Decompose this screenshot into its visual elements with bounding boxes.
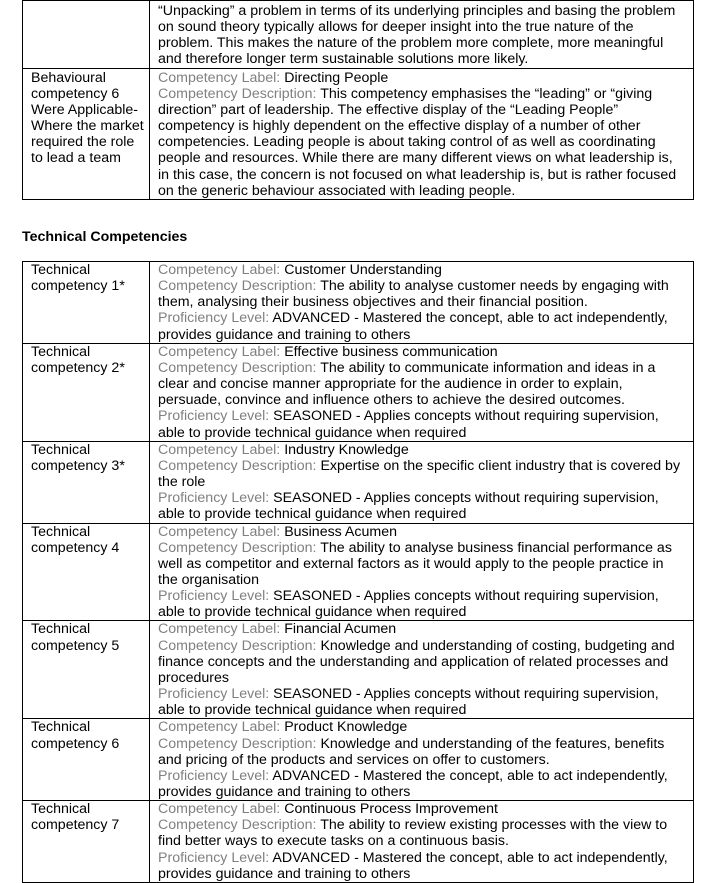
competency-label-caption: Competency Label: [158,523,281,540]
competency-label-value: Continuous Process Improvement [284,801,498,818]
competency-description-caption: Competency Description: [158,735,317,752]
competency-detail-cell [150,343,694,441]
competency-description-caption: Competency Description: [158,457,317,474]
competency-description-value: Knowledge and understanding of the features, benefits and pricing of the products and services on offer to customers. [158,735,665,768]
competency-label-caption: Competency Label: [158,262,281,278]
competency-name-cell [23,262,150,344]
competency-name-cell [23,343,150,441]
competency-description-caption: Competency Description: [158,539,317,556]
competency-detail-cell [150,621,694,719]
competency-description-value: Expertise on the specific client industry that is covered by the role [158,457,681,491]
competency-label-caption: Competency Label: [158,621,281,638]
competency-description-caption: Competency Description: [158,278,317,295]
competency-description-value: The ability to analyse business financial performance as well as competitor and external factors as it would apply to the people practice in the organisation [158,539,672,588]
competency-name: Technical competency 2* [31,343,125,376]
competency-label-value: Effective business communication [284,343,498,360]
table-row [23,441,694,523]
competency-label-value: Customer Understanding [284,262,442,278]
competency-description-value: This competency emphasises the “leading” or “giving direction” part of leadership. The effective display of the “Leading People” competency is highly dependent on the effective display of a number of other competencies. Leading people is about taking control of as well as coordinating people and resources. While there are many different views on what leadership is, in this case, the concern is not focused on what leadership is, but is rather focused on the generic behaviour associated with leading people. [158,85,677,199]
proficiency-level-value: SEASONED - Applies concepts without requiring supervision, able to provide technical guidance when required [158,490,659,523]
competency-detail-cell [150,68,694,199]
empty-name-cell [23,1,150,69]
proficiency-level-caption: Proficiency Level: [158,767,270,784]
table-row [23,343,694,441]
competency-name: Behavioural competency 6 Were Applicable- Where the market required the role to lead a team [31,69,144,167]
competency-name: Technical competency 4 [31,523,120,556]
competency-name-cell [23,68,150,199]
continuation-text: “Unpacking” a problem in terms of its underlying principles and basing the problem on sound theory typically allows for deeper insight into the true nature of the problem. This makes the nature of the problem more complete, more meaningful and therefore longer term sustainable solutions more likely. [158,3,676,68]
proficiency-level-value: SEASONED - Applies concepts without requiring supervision, able to provide technical guidance when required [158,408,659,441]
description-cell [150,1,694,69]
competency-label-value: Product Knowledge [284,719,408,736]
proficiency-level-caption: Proficiency Level: [158,490,270,507]
competency-label-caption: Competency Label: [158,801,281,818]
proficiency-level-caption: Proficiency Level: [158,310,270,327]
behavioural-competencies-table [22,0,694,200]
competency-detail-cell [150,441,694,523]
competency-name: Technical competency 3* [31,441,125,474]
proficiency-level-value: ADVANCED - Mastered the concept, able to act independently, provides guidance and training to others [158,767,668,800]
table-row [23,719,694,801]
proficiency-level-value: SEASONED - Applies concepts without requiring supervision, able to provide technical guidance when required [158,686,659,719]
table-row [23,68,694,199]
competency-detail-cell [150,719,694,801]
table-row [23,1,694,69]
competency-name-cell [23,441,150,523]
proficiency-level-caption: Proficiency Level: [158,408,270,425]
competency-name-cell [23,523,150,621]
competency-name: Technical competency 6 [31,719,120,752]
competency-label-value: Business Acumen [284,523,397,540]
competency-label-caption: Competency Label: [158,719,281,736]
competency-description-caption: Competency Description: [158,359,317,376]
proficiency-level-value: ADVANCED - Mastered the concept, able to act independently, provides guidance and training to others [158,310,668,343]
proficiency-level-caption: Proficiency Level: [158,588,270,605]
technical-competencies-table [22,261,694,883]
table-row [23,621,694,719]
competency-label-value: Industry Knowledge [284,441,409,458]
competency-label-caption: Competency Label: [158,69,281,86]
competency-detail-cell [150,801,694,883]
competency-detail-cell [150,523,694,621]
competency-description-caption: Competency Description: [158,817,317,834]
competency-description-value: The ability to communicate information and ideas in a clear and concise manner appropriate for the audience in order to explain, persuade, convince and influence others to achieve the desired outcomes. [158,359,656,409]
competency-label-value: Financial Acumen [284,621,397,638]
competency-description-value: The ability to review existing processes with the view to find better ways to execute tasks on a continuous basis. [158,817,668,850]
competency-label-caption: Competency Label: [158,441,281,458]
section-heading: Technical Competencies [22,229,188,245]
proficiency-level-value: SEASONED - Applies concepts without requiring supervision, able to provide technical guidance when required [158,588,659,621]
proficiency-level-caption: Proficiency Level: [158,849,270,866]
table-row [23,801,694,883]
competency-name: Technical competency 1* [31,262,125,295]
competency-description-caption: Competency Description: [158,85,317,102]
proficiency-level-caption: Proficiency Level: [158,686,270,703]
table-row [23,262,694,344]
competency-detail-cell [150,262,694,344]
competency-description-value: Knowledge and understanding of costing, budgeting and finance concepts and the understanding and application of related processes and procedures [158,637,675,686]
competency-description-value: The ability to analyse customer needs by engaging with them, analysing their business objectives and their financial position. [158,278,669,311]
competency-name-cell [23,621,150,719]
competency-name-cell [23,719,150,801]
competency-name: Technical competency 7 [31,801,120,834]
table-row [23,523,694,621]
competency-name: Technical competency 5 [31,621,120,654]
competency-description-caption: Competency Description: [158,637,317,654]
competency-name-cell [23,801,150,883]
competency-label-caption: Competency Label: [158,343,281,360]
proficiency-level-value: ADVANCED - Mastered the concept, able to act independently, provides guidance and training to others [158,849,668,882]
competency-label-value: Directing People [284,69,389,86]
